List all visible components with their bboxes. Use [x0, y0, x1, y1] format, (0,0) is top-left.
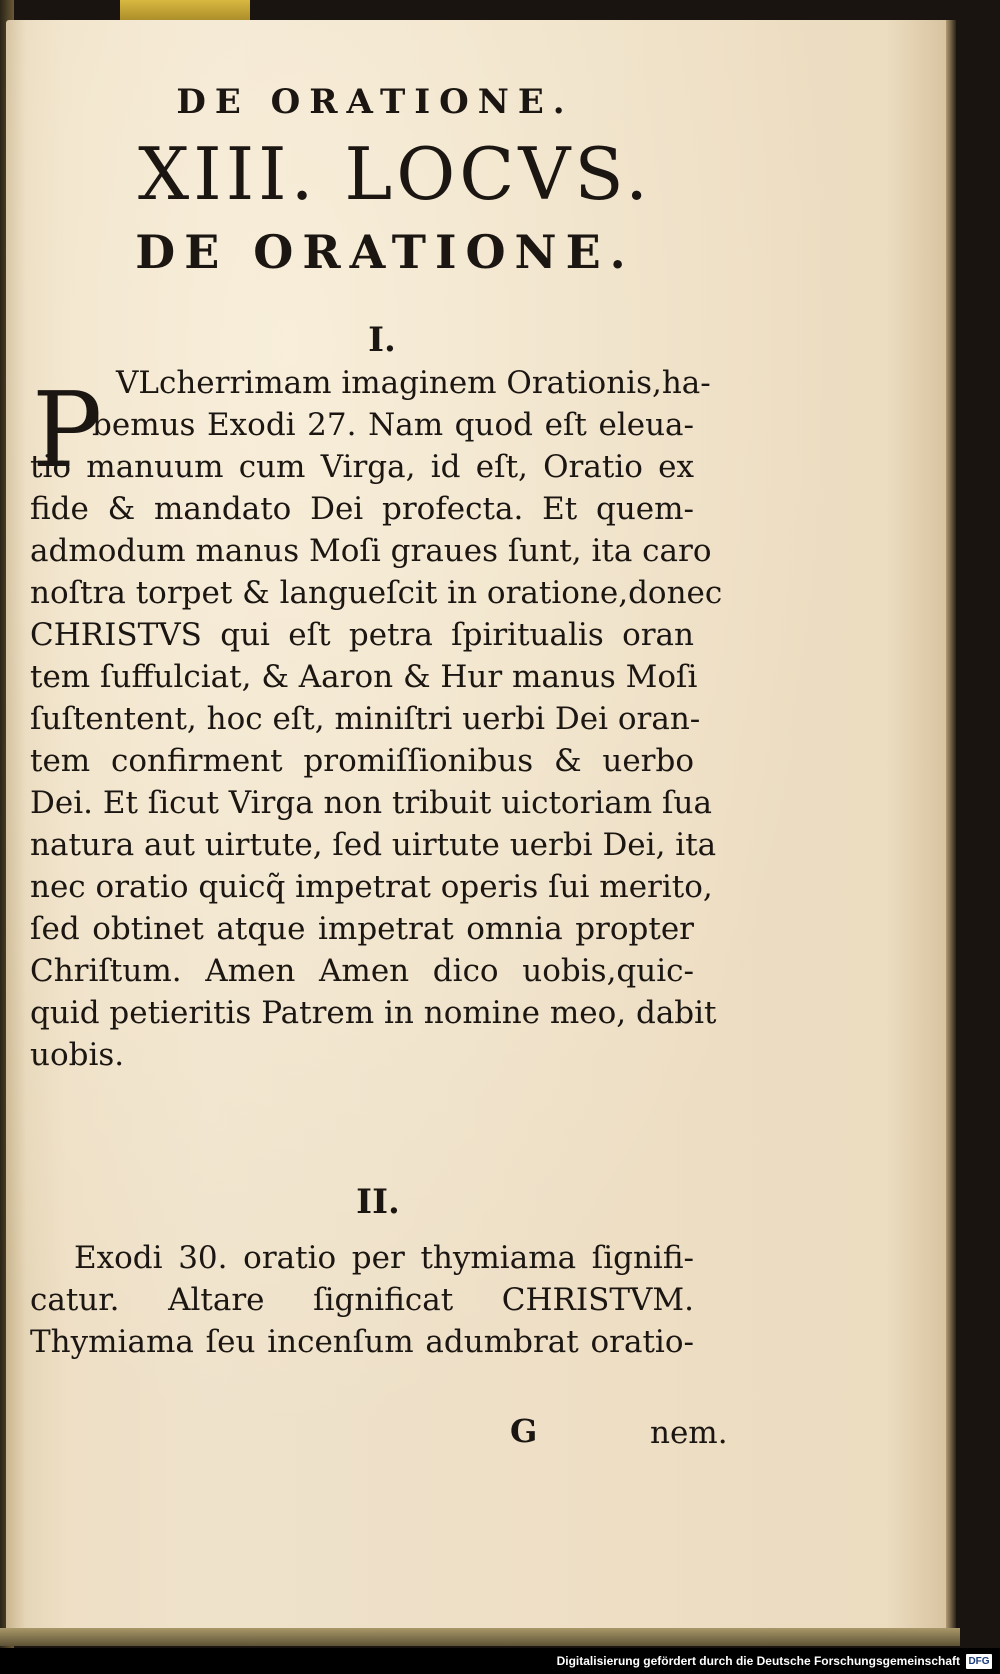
digitization-credit: Digitalisierung gefördert durch die Deutsche Forschungsgemeinschaft	[556, 1654, 960, 1668]
dfg-logo: DFG	[966, 1654, 992, 1669]
text-line: fide & mandato Dei profecta. Et quem-	[30, 491, 694, 527]
text-line: tem ſuffulciat, & Aaron & Hur manus Moſi	[30, 659, 698, 695]
text-line: CHRISTVS qui eſt petra ſpiritualis oran	[30, 617, 694, 653]
catchword: nem.	[650, 1415, 728, 1451]
book-binding-top	[120, 0, 250, 22]
page-right-shadow	[946, 20, 956, 1642]
text-line: ſuſtentent, hoc eſt, miniſtri uerbi Dei oran-	[30, 701, 701, 737]
text-line: noſtra torpet & langueſcit in oratione,donec	[30, 575, 723, 611]
drop-cap: P	[32, 369, 102, 491]
chapter-title: XIII. LOCVS.	[138, 132, 652, 216]
signature-mark: G	[510, 1412, 538, 1450]
text-line: ſed obtinet atque impetrat omnia propter	[30, 911, 694, 947]
text-line: Exodi 30. oratio per thymiama ſignifi-	[74, 1240, 694, 1276]
text-line: VLcherrimam imaginem Orationis,ha-	[116, 365, 711, 401]
text-line: catur. Altare ſignificat CHRISTVM.	[30, 1282, 694, 1318]
text-line: uobis.	[30, 1037, 125, 1073]
text-line: quid petieritis Patrem in nomine meo, dabit	[30, 995, 717, 1031]
text-line: natura aut uirtute, ſed uirtute uerbi Dei, ita	[30, 827, 717, 863]
text-line: Thymiama ſeu incenſum adumbrat oratio-	[30, 1324, 694, 1360]
section-number: I.	[368, 320, 396, 360]
book-binding-bottom	[0, 1628, 960, 1646]
text-line: bemus Exodi 27. Nam quod eſt eleua-	[92, 407, 694, 443]
text-line: Dei. Et ſicut Virga non tribuit uictoriam ſua	[30, 785, 712, 821]
running-head: DE ORATIONE.	[176, 82, 574, 122]
text-line: Chriſtum. Amen Amen dico uobis,quic-	[30, 953, 694, 989]
chapter-subtitle: DE ORATIONE.	[135, 225, 635, 279]
text-line: nec oratio quicq̃ impetrat operis ſui merito,	[30, 869, 713, 905]
section-number: II.	[356, 1182, 400, 1222]
text-line: admodum manus Moſi graues ſunt, ita caro	[30, 533, 712, 569]
text-line: tio manuum cum Virga, id eſt, Oratio ex	[30, 449, 694, 485]
text-line: tem confirment promiſſionibus & uerbo	[30, 743, 694, 779]
